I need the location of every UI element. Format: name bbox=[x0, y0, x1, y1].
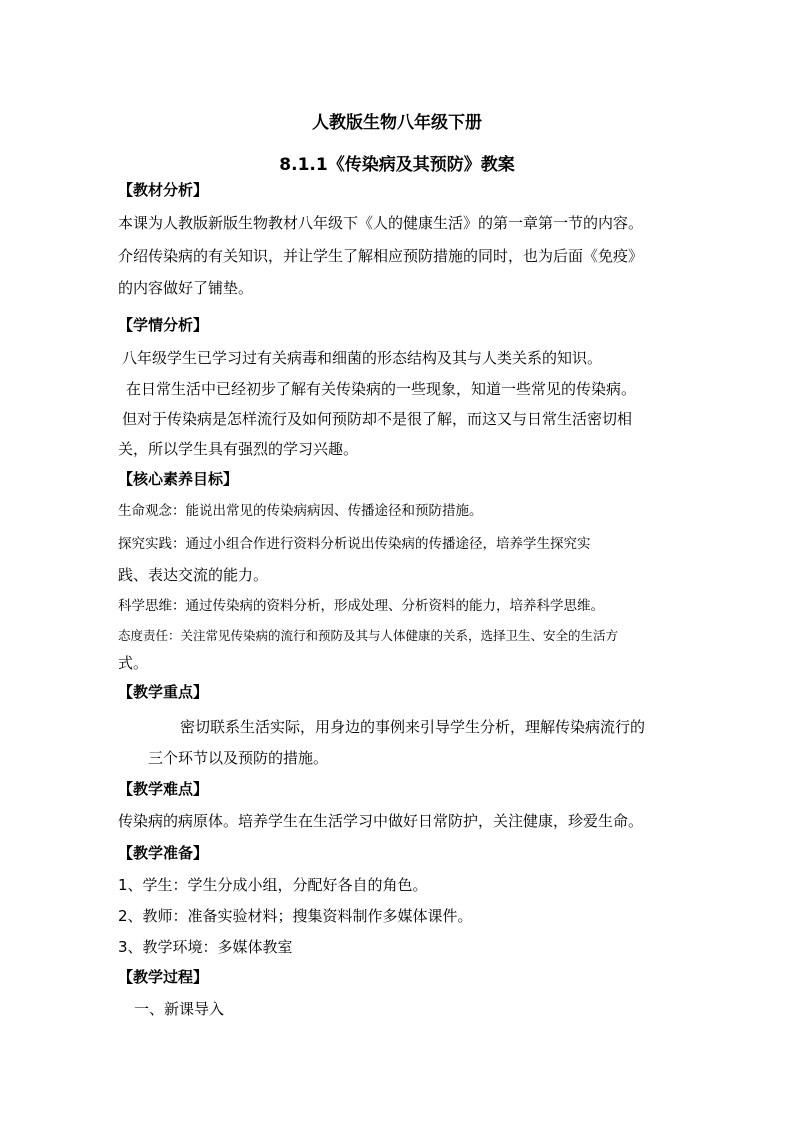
process-line: 一、新课导入 bbox=[134, 1000, 225, 1018]
learner-line: 在日常生活中已经初步了解有关传染病的一些现象，知道一些常见的传染病。 bbox=[126, 380, 637, 398]
document-title: 人教版生物八年级下册 bbox=[312, 113, 482, 133]
section-heading-learner: 【学情分析】 bbox=[118, 316, 209, 334]
section-heading-key: 【教学重点】 bbox=[118, 683, 209, 701]
learner-line: 关，所以学生具有强烈的学习兴趣。 bbox=[118, 440, 359, 458]
learner-line: 但对于传染病是怎样流行及如何预防却不是很了解，而这又与日常生活密切相 bbox=[122, 410, 633, 428]
document-subtitle: 8.1.1《传染病及其预防》教案 bbox=[279, 155, 515, 175]
learner-line: 八年级学生已学习过有关病毒和细菌的形态结构及其与人类关系的知识。 bbox=[122, 349, 603, 367]
analysis-line: 介绍传染病的有关知识，并让学生了解相应预防措施的同时，也为后面《免疫》 bbox=[118, 247, 644, 265]
prep-line: 1、学生：学生分成小组，分配好各自的角色。 bbox=[118, 876, 428, 894]
goals-line: 探究实践：通过小组合作进行资料分析说出传染病的传播途径，培养学生探究实 bbox=[118, 536, 591, 552]
key-line: 三个环节以及预防的措施。 bbox=[148, 749, 329, 767]
prep-line: 2、教师：准备实验材料；搜集资料制作多媒体课件。 bbox=[118, 907, 473, 925]
section-heading-goals: 【核心素养目标】 bbox=[118, 470, 239, 488]
difficult-line: 传染病的病原体。培养学生在生活学习中做好日常防护，关注健康，珍爱生命。 bbox=[118, 812, 644, 830]
goals-line: 态度责任：关注常见传染病的流行和预防及其与人体健康的关系，选择卫生、安全的生活方 bbox=[118, 628, 619, 643]
goals-line: 式。 bbox=[118, 654, 149, 672]
analysis-line: 的内容做好了铺垫。 bbox=[118, 279, 254, 297]
key-line: 密切联系生活实际，用身边的事例来引导学生分析，理解传染病流行的 bbox=[180, 718, 646, 736]
section-heading-prep: 【教学准备】 bbox=[118, 844, 209, 862]
section-heading-difficult: 【教学难点】 bbox=[118, 780, 209, 798]
section-heading-analysis: 【教材分析】 bbox=[118, 181, 209, 199]
section-heading-process: 【教学过程】 bbox=[118, 968, 209, 986]
prep-line: 3、教学环境：多媒体教室 bbox=[118, 938, 293, 956]
goals-line: 科学思维：通过传染病的资料分析，形成处理、分析资料的能力，培养科学思维。 bbox=[118, 598, 604, 614]
analysis-line: 本课为人教版新版生物教材八年级下《人的健康生活》的第一章第一节的内容。 bbox=[118, 214, 644, 232]
goals-line: 践、表达交流的能力。 bbox=[118, 566, 269, 584]
goals-line: 生命观念：能说出常见的传染病病因、传播途径和预防措施。 bbox=[118, 503, 483, 519]
